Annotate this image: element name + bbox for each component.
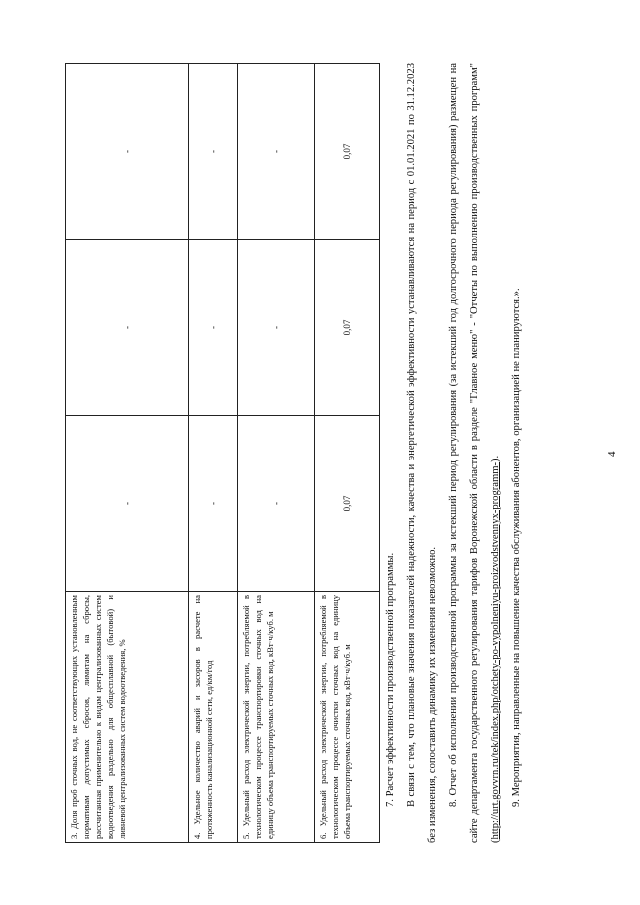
cell-value: - bbox=[66, 416, 189, 592]
cell-value: 0,07 bbox=[315, 416, 380, 592]
row-label: 4. Удельное количество аварий и засоров в расчете на протяженность канализационной сети, ед/км/год bbox=[189, 592, 238, 843]
cell-value: - bbox=[66, 64, 189, 240]
paragraph-9: 9. Мероприятия, направленные на повышение качества обслуживания абонентов, организацией не планируются.». bbox=[511, 288, 522, 807]
page-number: 4 bbox=[606, 451, 618, 457]
indicators-table bbox=[65, 63, 380, 843]
body-text bbox=[380, 63, 527, 843]
cell-value: - bbox=[189, 240, 238, 416]
cell-value: 0,07 bbox=[315, 64, 380, 240]
table-row bbox=[189, 64, 238, 843]
cell-value: - bbox=[238, 64, 315, 240]
cell-value: - bbox=[66, 240, 189, 416]
row-label: 3. Доля проб сточных вод, не соответствующих установленным нормативам допустимых сбросов, лимитам на сбросы, рассчитанная применительно к видам централизованных систем водоотведения раздельно для общесплавной (бытовой) и ливневой централизованных систем водоотведения, % bbox=[66, 592, 189, 843]
paragraph-8-text: 8. Отчет об исполнении производственной программы за истекший период регулирования (за истекший год долгосрочного периода регулирования) размещен на сайте департамента государственного регулирования тарифов Воронежской области в разделе "Главное меню" - "Отчеты по выполнению производственных программ" ( bbox=[448, 63, 501, 843]
cell-value: - bbox=[238, 240, 315, 416]
cell-value: - bbox=[189, 64, 238, 240]
row-label: 5. Удельный расход электрической энергии, потребляемой в технологическом процессе транспортировки сточных вод на единицу объема транспортируемых сточных вод, кВт·ч/куб. м bbox=[238, 592, 315, 843]
cell-value: - bbox=[189, 416, 238, 592]
table-row bbox=[315, 64, 380, 843]
paragraph-7-body: В связи с тем, что плановые значения показателей надежности, качества и энергетической эффективности устанавливаются на период с 01.01.2021 по 31.12.2023 без изменения, сопоставить динамику их изменения невозможно. bbox=[406, 63, 438, 843]
cell-value: 0,07 bbox=[315, 240, 380, 416]
cell-value: - bbox=[238, 416, 315, 592]
table-row bbox=[66, 64, 189, 843]
paragraph-8 bbox=[443, 63, 506, 843]
paragraph-7: 7. Расчет эффективности производственной программы. bbox=[385, 552, 396, 807]
table-row bbox=[238, 64, 315, 843]
row-label: 6. Удельный расход электрической энергии, потребляемой в технологическом процессе очистки сточных вод на единицу объема транспортируемых сточных вод, кВт·ч/куб. м bbox=[315, 592, 380, 843]
report-link[interactable]: http://urt.govvrn.ru/tek/index.php/otchety-po-vypolneniyu-proizvodstvennyx-programm- bbox=[490, 461, 501, 840]
paragraph-8-end: ). bbox=[490, 455, 501, 462]
